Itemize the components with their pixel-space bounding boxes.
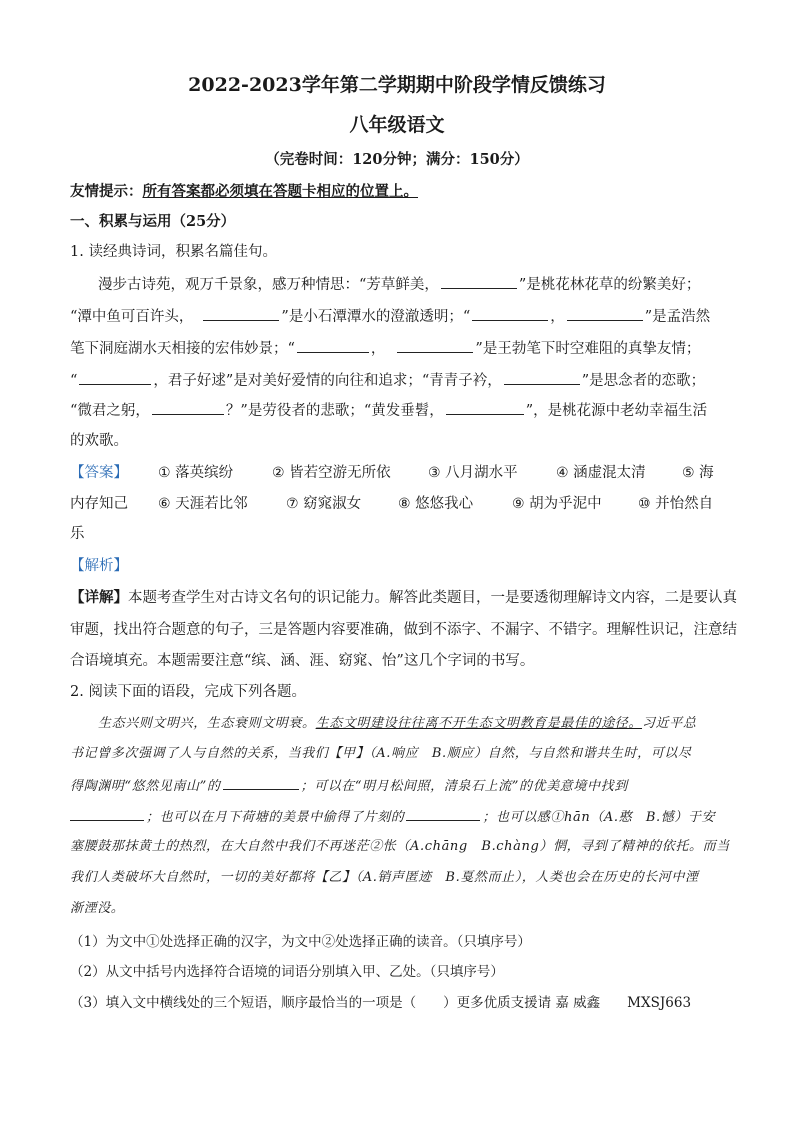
text-segment: ， <box>550 309 565 325</box>
text-segment: ；也可以在月下荷塘的美景中偷得了片刻的 <box>146 810 405 825</box>
fill-blank <box>203 306 279 321</box>
fill-blank <box>297 338 369 353</box>
text-segment: ；可以在“明月松间照，清泉石上流”的优美意境中找到 <box>300 779 628 794</box>
answer-number: ⑥ <box>158 496 171 512</box>
text-segment: “潭中鱼可百许头， <box>70 309 194 325</box>
fill-blank <box>152 400 224 415</box>
answer-item <box>512 494 602 514</box>
answer-text: 窈窕淑女 <box>303 496 362 512</box>
answer-text: 胡为乎泥中 <box>529 496 602 512</box>
text-segment: 漫步古诗苑，观万千景象，感万种情思：“芳草鲜美， <box>98 277 439 293</box>
text-segment: ”是孟浩然 <box>644 309 711 325</box>
detail-line-1 <box>70 588 737 608</box>
q1-line-1 <box>98 274 758 295</box>
text-segment: ”是思念者的恋歌； <box>581 373 706 389</box>
answer-item <box>682 463 714 483</box>
text-segment: ”是桃花林花草的纷繁美好； <box>518 277 701 293</box>
answer-text: 八月湖水平 <box>445 465 518 481</box>
text-segment: ；也可以感①hān（A.憨 B.憾）于安 <box>482 810 716 825</box>
answer-text: 皆若空游无所依 <box>289 465 391 481</box>
exam-info: （完卷时间：120分钟；满分：150分） <box>265 151 529 168</box>
passage-line-1 <box>98 714 758 734</box>
passage-line-7: 渐湮没。 <box>70 901 125 916</box>
exam-title: 2022-2023学年第二学期期中阶段学情反馈练习 <box>188 74 606 96</box>
passage-line-2: 书记曾多次强调了人与自然的关系，当我们【甲】（A.响应 B.顺应）自然，与自然和谐共生时，可以尽 <box>70 746 692 761</box>
answer-text: 并怡然自 <box>655 496 714 512</box>
fill-blank <box>70 806 144 821</box>
answer-item <box>158 463 233 483</box>
passage-line-5: 塞腰鼓那抹黄土的热烈，在大自然中我们不再迷茫②怅（A.chāng B.chàng）惘，寻到了精神的依托。而当 <box>70 839 730 854</box>
fill-blank <box>79 370 151 385</box>
q2-stem: 2. 阅读下面的语段，完成下列各题。 <box>70 684 306 700</box>
exam-subtitle: 八年级语文 <box>349 114 445 136</box>
answer-number: ③ <box>428 465 441 481</box>
q1-line-2 <box>70 306 730 327</box>
fill-blank <box>397 338 473 353</box>
q2-sub-2: （2）从文中括号内选择符合语境的词语分别填入甲、乙处。（只填序号） <box>70 964 504 980</box>
text-segment: 得陶渊明“悠然见南山”的 <box>70 779 221 794</box>
fill-blank <box>567 306 643 321</box>
q1-line-3 <box>70 338 730 359</box>
q2-sub-3: （3）填入文中横线处的三个短语，顺序最恰当的一项是（ ）更多优质支援请 嘉 威鑫 MXSJ663 <box>70 995 692 1011</box>
text-segment: ，君子好逑”是对美好爱情的向往和追求；“青青子衿， <box>153 373 502 389</box>
fill-blank <box>446 400 524 415</box>
answer-item <box>158 494 248 514</box>
answer-text: 悠悠我心 <box>415 496 474 512</box>
answer-number: ① <box>158 465 171 481</box>
answer-item: 内存知己 <box>70 496 128 512</box>
passage-line-3 <box>70 775 730 797</box>
answer-item <box>428 463 518 483</box>
tip-text: 所有答案都必须填在答题卡相应的位置上。 <box>142 183 418 200</box>
answer-item <box>286 494 361 514</box>
answer-item <box>272 463 391 483</box>
passage-line-4 <box>70 806 730 828</box>
fill-blank <box>223 775 299 790</box>
text-segment: ”是王勃笔下时空难阻的真挚友情； <box>475 341 701 357</box>
text-segment: ？”是劳役者的悲歌；“黄发垂髫， <box>225 403 444 419</box>
q1-line-4 <box>70 370 730 391</box>
text-segment: ”是小石潭潭水的澄澈透明；“ <box>281 309 471 325</box>
q1-line-6: 的欢歌。 <box>70 433 128 449</box>
answer-text: 天涯若比邻 <box>175 496 248 512</box>
text-segment: 笔下洞庭湖水天相接的宏伟妙景；“ <box>70 341 295 357</box>
analysis-label: 【解析】 <box>70 558 128 574</box>
q1-line-5 <box>70 400 730 421</box>
underlined-sentence: 生态文明建设往往离不开生态文明教育是最佳的途径。 <box>315 716 643 731</box>
fill-blank <box>472 306 548 321</box>
answer-number: ④ <box>556 465 569 481</box>
answer-number: ⑤ <box>682 465 695 481</box>
text-segment: “微君之躬， <box>70 403 150 419</box>
q1-stem: 1. 读经典诗词，积累名篇佳句。 <box>70 244 277 260</box>
answer-number: ② <box>272 465 285 481</box>
fill-blank <box>504 370 580 385</box>
detail-line-2: 审题，找出符合题意的句子，三是答题内容要准确，做到不添字、不漏字、不错字。理解性识记，注意结 <box>70 622 737 638</box>
answer-item <box>398 494 473 514</box>
fill-blank <box>441 274 517 289</box>
tip-line <box>70 182 730 202</box>
answer-number: ⑦ <box>286 496 299 512</box>
text-segment: 生态兴则文明兴，生态衰则文明衰。 <box>98 716 316 731</box>
answer-item: 乐 <box>70 526 85 542</box>
passage-line-6: 我们人类破坏大自然时，一切的美好都将【乙】（A.销声匿迹 B.戛然而止），人类也会在历史的长河中湮 <box>70 870 699 885</box>
text-segment: 本题考查学生对古诗文名句的识记能力。解答此类题目，一是要透彻理解诗文内容，二是要认真 <box>128 590 737 606</box>
tip-label: 友情提示： <box>70 183 143 200</box>
answer-number: ⑩ <box>638 496 651 512</box>
answer-item <box>638 494 713 514</box>
text-segment: ”，是桃花源中老幼幸福生活 <box>525 403 708 419</box>
q2-sub-1: （1）为文中①处选择正确的汉字，为文中②处选择正确的读音。（只填序号） <box>70 934 531 950</box>
text-segment: “ <box>70 373 78 389</box>
detail-label: 【详解】 <box>70 589 128 606</box>
section-heading: 一、积累与运用（25分） <box>70 213 236 230</box>
text-segment: ， <box>370 341 386 357</box>
answer-label: 【答案】 <box>70 465 128 481</box>
answer-text: 海 <box>699 465 714 481</box>
detail-line-3: 合语境填充。本题需要注意“缤、涵、涯、窈窕、怡”这几个字词的书写。 <box>70 653 535 669</box>
answer-text: 涵虚混太清 <box>573 465 646 481</box>
answer-item <box>556 463 646 483</box>
answer-number: ⑨ <box>512 496 525 512</box>
fill-blank <box>406 806 480 821</box>
answer-number: ⑧ <box>398 496 411 512</box>
text-segment: 习近平总 <box>642 716 697 731</box>
answer-text: 落英缤纷 <box>175 465 234 481</box>
